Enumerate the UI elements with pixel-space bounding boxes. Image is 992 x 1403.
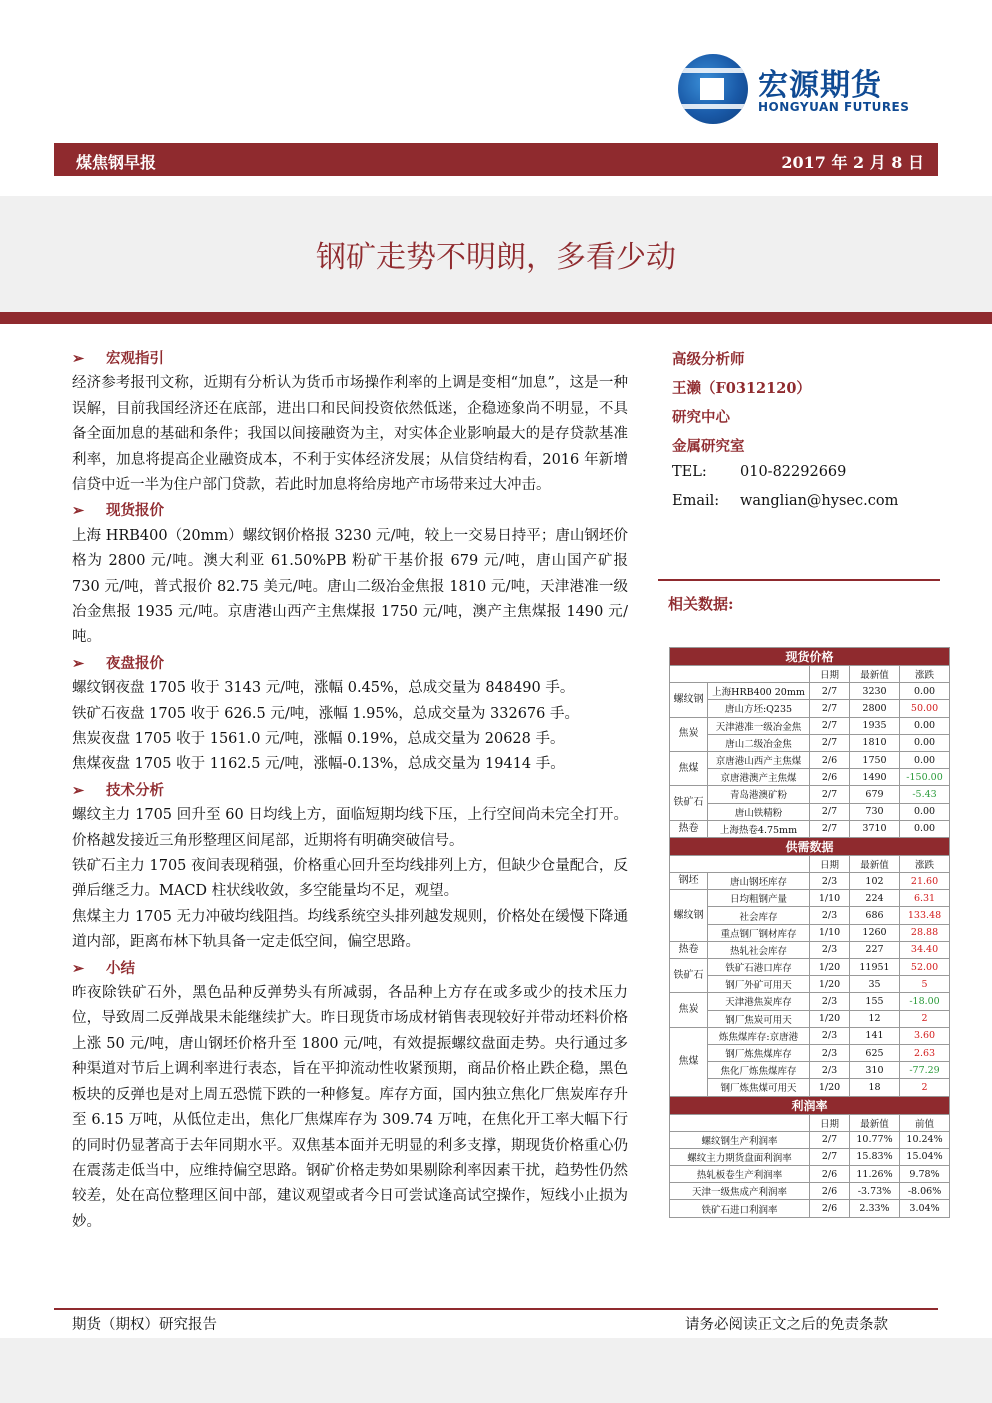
table-cell: -150.00 <box>900 769 950 786</box>
table-cell: 青岛港澳矿粉 <box>708 786 810 803</box>
table-cell: 21.60 <box>900 873 950 890</box>
table-cell: 2/3 <box>810 1044 850 1061</box>
table-row <box>670 820 950 837</box>
research-dept: 金属研究室 <box>672 438 745 455</box>
report-title: 钢矿走势不明朗，多看少动 <box>316 240 676 275</box>
table-cell: 12 <box>850 1010 900 1027</box>
table-cell: 1810 <box>850 734 900 751</box>
table-cell: 0.00 <box>900 820 950 837</box>
table-row <box>670 907 950 924</box>
table-cell: 141 <box>850 1027 900 1044</box>
market-data-table <box>669 647 950 1218</box>
table-cell: 1935 <box>850 717 900 734</box>
arrow-icon: ➢ <box>72 350 85 367</box>
table-cell: 2/7 <box>810 1131 850 1148</box>
table-cell: 铁矿石港口库存 <box>708 959 810 976</box>
table-cell: 1/20 <box>810 1079 850 1096</box>
section-heading-night: ➢ 夜盘报价 <box>72 651 628 676</box>
table-cell: 2/3 <box>810 993 850 1010</box>
table-cell: 2/6 <box>810 769 850 786</box>
table-cell <box>670 1114 810 1131</box>
table-row <box>670 890 950 907</box>
tech-paragraph: 螺纹主力 1705 回升至 60 日均线上方，面临短期均线下压，上行空间尚未完全打开。价格越发接近三角形整理区间尾部，近期将有明确突破信号。 <box>72 807 628 849</box>
table-cell: 炼焦煤库存:京唐港 <box>708 1027 810 1044</box>
brand-logo-icon <box>678 54 748 124</box>
table-cell: 3.60 <box>900 1027 950 1044</box>
table-cell: 2.33% <box>850 1200 900 1217</box>
tech-paragraph: 焦煤主力 1705 无力冲破均线阻挡。均线系统空头排列越发规则，价格处在缓慢下降通道内部，距离布林下轨具备一定走低空间，偏空思路。 <box>72 908 628 951</box>
table-cell: 224 <box>850 890 900 907</box>
table-cell: 钢厂外矿可用天 <box>708 976 810 993</box>
table-cell: 铁矿石 <box>670 786 708 820</box>
footer-right: 请务必阅读正文之后的免责条款 <box>685 1317 888 1333</box>
table-cell: 焦化厂炼焦煤库存 <box>708 1062 810 1079</box>
table-cell: 焦煤 <box>670 751 708 785</box>
table-cell: 52.00 <box>900 959 950 976</box>
table-cell: -77.29 <box>900 1062 950 1079</box>
table-cell: 螺纹钢生产利润率 <box>670 1131 810 1148</box>
table-row <box>670 1183 950 1200</box>
table-cell: 铁矿石 <box>670 959 708 993</box>
table-cell: 天津港焦炭库存 <box>708 993 810 1010</box>
main-content <box>72 346 628 1235</box>
analyst-email: Email: wanglian@hysec.com <box>672 493 899 509</box>
table-cell: 2/7 <box>810 683 850 700</box>
table-row <box>670 1131 950 1148</box>
table-cell: 102 <box>850 873 900 890</box>
table-cell: 11.26% <box>850 1166 900 1183</box>
bottom-band <box>0 1338 992 1403</box>
table-cell: 最新值 <box>850 666 900 683</box>
table-cell: 螺纹钢 <box>670 890 708 942</box>
table-cell: 日期 <box>810 1114 850 1131</box>
analyst-tel: TEL: 010-82292669 <box>672 464 847 480</box>
table-section-header <box>670 648 950 666</box>
table-cell: 0.00 <box>900 683 950 700</box>
table-cell: 2/3 <box>810 1062 850 1079</box>
table-cell: 2/7 <box>810 820 850 837</box>
table-cell: 2/7 <box>810 700 850 717</box>
table-cell: 日期 <box>810 666 850 683</box>
table-row <box>670 700 950 717</box>
table-cell: 1490 <box>850 769 900 786</box>
table-cell: -8.06% <box>900 1183 950 1200</box>
night-line: 螺纹钢夜盘 1705 收于 3143 元/吨，涨幅 0.45%，总成交量为 848490 手。 <box>72 680 575 697</box>
table-cell: 730 <box>850 803 900 820</box>
table-cell: 重点钢厂钢材库存 <box>708 924 810 941</box>
table-row <box>670 769 950 786</box>
table-cell: 利润率 <box>670 1096 950 1114</box>
table-row <box>670 1010 950 1027</box>
table-cell: 1/20 <box>810 959 850 976</box>
table-cell: 前值 <box>900 1114 950 1131</box>
table-cell <box>670 855 810 872</box>
section-heading-tech: ➢ 技术分析 <box>72 778 628 803</box>
table-row <box>670 941 950 958</box>
report-date: 2017 年 2 月 8 日 <box>781 153 924 172</box>
table-cell: 2 <box>900 1079 950 1096</box>
table-cell <box>670 666 810 683</box>
brand-logo <box>678 54 928 124</box>
table-row <box>670 1079 950 1096</box>
table-cell: 11951 <box>850 959 900 976</box>
table-cell: 焦炭 <box>670 993 708 1027</box>
related-data-label: 相关数据: <box>668 595 734 613</box>
table-cell: 最新值 <box>850 1114 900 1131</box>
table-cell: 15.04% <box>900 1148 950 1165</box>
table-cell: 3.04% <box>900 1200 950 1217</box>
table-cell: 18 <box>850 1079 900 1096</box>
table-cell: 钢厂炼焦煤可用天 <box>708 1079 810 1096</box>
table-cell: 310 <box>850 1062 900 1079</box>
table-cell: 0.00 <box>900 751 950 768</box>
footer-left: 期货（期权）研究报告 <box>72 1317 217 1333</box>
table-cell: 0.00 <box>900 734 950 751</box>
table-cell: 9.78% <box>900 1166 950 1183</box>
table-cell: 焦炭 <box>670 717 708 751</box>
table-row <box>670 717 950 734</box>
table-cell: 3710 <box>850 820 900 837</box>
table-cell: 涨跌 <box>900 855 950 872</box>
analyst-info <box>672 348 932 522</box>
table-cell: 螺纹主力期货盘面利润率 <box>670 1148 810 1165</box>
side-divider <box>658 579 940 581</box>
section-heading-macro: ➢ 宏观指引 <box>72 346 628 371</box>
table-cell: 1260 <box>850 924 900 941</box>
table-cell: 钢坯 <box>670 873 708 890</box>
section-heading-spot: ➢ 现货报价 <box>72 498 628 523</box>
table-cell: 供需数据 <box>670 837 950 855</box>
brand-name-cn: 宏源期货 <box>758 68 882 103</box>
arrow-icon: ➢ <box>72 959 85 977</box>
night-line: 铁矿石夜盘 1705 收于 626.5 元/吨，涨幅 1.95%，总成交量为 332676 手。 <box>72 705 579 722</box>
table-cell: 1/20 <box>810 1010 850 1027</box>
report-header-bar <box>54 143 938 176</box>
table-row <box>670 1200 950 1217</box>
table-cell: 35 <box>850 976 900 993</box>
table-cell: 上海HRB400 20mm <box>708 683 810 700</box>
table-row <box>670 1148 950 1165</box>
analyst-name: 王濑（F0312120） <box>672 380 811 397</box>
table-cell: 热卷 <box>670 941 708 958</box>
table-cell: 2/7 <box>810 734 850 751</box>
table-cell: 2/3 <box>810 941 850 958</box>
table-cell: 热卷 <box>670 820 708 837</box>
table-cell: 50.00 <box>900 700 950 717</box>
table-column-header <box>670 666 950 683</box>
table-row <box>670 873 950 890</box>
table-cell: 日期 <box>810 855 850 872</box>
table-cell: 2.63 <box>900 1044 950 1061</box>
table-cell: 155 <box>850 993 900 1010</box>
table-row <box>670 959 950 976</box>
table-cell: 2/6 <box>810 1183 850 1200</box>
table-cell: 2/6 <box>810 1166 850 1183</box>
table-cell: 2/3 <box>810 1027 850 1044</box>
table-cell: 2/7 <box>810 786 850 803</box>
section-text-spot: 上海 HRB400（20mm）螺纹钢价格报 3230 元/吨，较上一交易日持平；唐山钢坯价格为 2800 元/吨。澳大利亚 61.50%PB 粉矿干基价报 679 元/吨，唐山国产矿报 730 元/吨，普式报价 82.75 美元/吨。唐山二级冶金焦报 1810 元/吨，天津港准一级冶金焦报 1935 元/吨。京唐港山西产主焦煤报 1750 元/吨，澳产主焦煤报 1490 元/吨。 <box>72 527 628 646</box>
section-text-macro: 经济参考报刊文称，近期有分析认为货币市场操作利率的上调是变相“加息”，这是一种误解，目前我国经济还在底部，进出口和民间投资依然低迷，企稳迹象尚不明显，不具备全面加息的基础和条件；我国以间接融资为主，对实体企业影响最大的是存贷款基准利率，加息将提高企业融资成本，不利于实体经济发展；从信贷结构看，2016 年新增信贷中近一半为住户部门贷款，若此时加息将给房地产市场带来过大冲击。 <box>72 375 628 494</box>
table-cell: 227 <box>850 941 900 958</box>
table-column-header <box>670 855 950 872</box>
table-cell: 现货价格 <box>670 648 950 666</box>
report-type: 煤焦钢早报 <box>76 153 157 172</box>
brand-name-en: HONGYUAN FUTURES <box>758 100 910 114</box>
table-column-header <box>670 1114 950 1131</box>
table-cell: 6.31 <box>900 890 950 907</box>
table-cell: 2/7 <box>810 1148 850 1165</box>
table-cell: 热轧板卷生产利润率 <box>670 1166 810 1183</box>
table-row <box>670 683 950 700</box>
table-cell: 焦煤 <box>670 1027 708 1096</box>
table-cell: 唐山方坯:Q235 <box>708 700 810 717</box>
table-row <box>670 734 950 751</box>
table-cell: 686 <box>850 907 900 924</box>
arrow-icon: ➢ <box>72 502 85 520</box>
table-cell: 2/3 <box>810 907 850 924</box>
table-cell: 2/6 <box>810 751 850 768</box>
table-cell: 京唐港山西产主焦煤 <box>708 751 810 768</box>
table-row <box>670 751 950 768</box>
table-cell: 2/7 <box>810 717 850 734</box>
table-cell: 2800 <box>850 700 900 717</box>
table-cell: -18.00 <box>900 993 950 1010</box>
table-cell: 唐山钢坯库存 <box>708 873 810 890</box>
tech-paragraph: 铁矿石主力 1705 夜间表现稍强，价格重心回升至均线排列上方，但缺少仓量配合，反弹后继乏力。MACD 柱状线收敛，多空能量均不足，观望。 <box>72 858 628 900</box>
table-cell: -5.43 <box>900 786 950 803</box>
table-cell: 2/3 <box>810 873 850 890</box>
table-row <box>670 993 950 1010</box>
table-row <box>670 1166 950 1183</box>
table-cell: 10.77% <box>850 1131 900 1148</box>
research-center: 研究中心 <box>672 409 730 426</box>
table-row <box>670 924 950 941</box>
table-cell: -3.73% <box>850 1183 900 1200</box>
table-cell: 15.83% <box>850 1148 900 1165</box>
table-cell: 最新值 <box>850 855 900 872</box>
table-row <box>670 786 950 803</box>
table-cell: 34.40 <box>900 941 950 958</box>
arrow-icon: ➢ <box>72 781 85 799</box>
table-cell: 0.00 <box>900 717 950 734</box>
section-heading-summary: ➢ 小结 <box>72 956 628 981</box>
table-cell: 螺纹钢 <box>670 683 708 717</box>
table-cell: 1/10 <box>810 890 850 907</box>
table-row <box>670 1062 950 1079</box>
table-cell: 钢厂炼焦煤库存 <box>708 1044 810 1061</box>
table-cell: 京唐港澳产主焦煤 <box>708 769 810 786</box>
table-cell: 上海热卷4.75mm <box>708 820 810 837</box>
table-cell: 天津港准一级冶金焦 <box>708 717 810 734</box>
table-row <box>670 1044 950 1061</box>
night-line: 焦煤夜盘 1705 收于 1162.5 元/吨，涨幅-0.13%，总成交量为 19414 手。 <box>72 756 565 773</box>
table-cell: 2/6 <box>810 1200 850 1217</box>
table-section-header <box>670 837 950 855</box>
table-cell: 2 <box>900 1010 950 1027</box>
table-cell: 1750 <box>850 751 900 768</box>
table-cell: 钢厂焦炭可用天 <box>708 1010 810 1027</box>
arrow-icon: ➢ <box>72 654 85 672</box>
title-divider <box>0 312 992 324</box>
table-cell: 0.00 <box>900 803 950 820</box>
table-row <box>670 976 950 993</box>
night-line: 焦炭夜盘 1705 收于 1561.0 元/吨，涨幅 0.19%，总成交量为 20628 手。 <box>72 731 565 748</box>
table-cell: 5 <box>900 976 950 993</box>
table-cell: 铁矿石进口利润率 <box>670 1200 810 1217</box>
table-cell: 热轧社会库存 <box>708 941 810 958</box>
table-cell: 28.88 <box>900 924 950 941</box>
table-cell: 社会库存 <box>708 907 810 924</box>
table-section-header <box>670 1096 950 1114</box>
table-cell: 1/20 <box>810 976 850 993</box>
table-cell: 日均粗钢产量 <box>708 890 810 907</box>
table-cell: 唐山铁精粉 <box>708 803 810 820</box>
table-row <box>670 803 950 820</box>
table-cell: 133.48 <box>900 907 950 924</box>
table-cell: 10.24% <box>900 1131 950 1148</box>
table-cell: 涨跌 <box>900 666 950 683</box>
table-cell: 3230 <box>850 683 900 700</box>
table-row <box>670 1027 950 1044</box>
table-cell: 679 <box>850 786 900 803</box>
analyst-title: 高级分析师 <box>672 351 745 368</box>
table-cell: 唐山二级冶金焦 <box>708 734 810 751</box>
section-text-summary: 昨夜除铁矿石外，黑色品种反弹势头有所减弱，各品种上方存在或多或少的技术压力位，导致周二反弹战果未能继续扩大。昨日现货市场成材销售表现较好并带动坯料价格上涨 50 元/吨，唐山钢坯价格升至 1800 元/吨，有效提振螺纹盘面走势。央行通过多种渠道对节后上调利率进行表态，旨在平抑流动性收紧预期，商品价格止跌企稳，黑色板块的反弹也是对上周五恐慌下跌的一种修复。库存方面，国内独立焦化厂焦炭库存升至 6.15 万吨，从低位走出，焦化厂焦煤库存为 309.74 万吨，在焦化开工率大幅下行的同时仍显著高于去年同期水平。双焦基本面并无明显的利多支撑，期现货价格重心仍在震荡走低当中，应维持偏空思路。钢矿价格走势如果剔除利率因素干扰，趋势性仍然较差，处在高位整理区间中部，建议观望或者今日可尝试逢高试空操作，短线小止损为妙。 <box>72 985 628 1230</box>
table-cell: 天津一级焦成产利润率 <box>670 1183 810 1200</box>
table-cell: 2/7 <box>810 803 850 820</box>
footer-divider <box>54 1308 938 1310</box>
table-cell: 1/10 <box>810 924 850 941</box>
table-cell: 625 <box>850 1044 900 1061</box>
